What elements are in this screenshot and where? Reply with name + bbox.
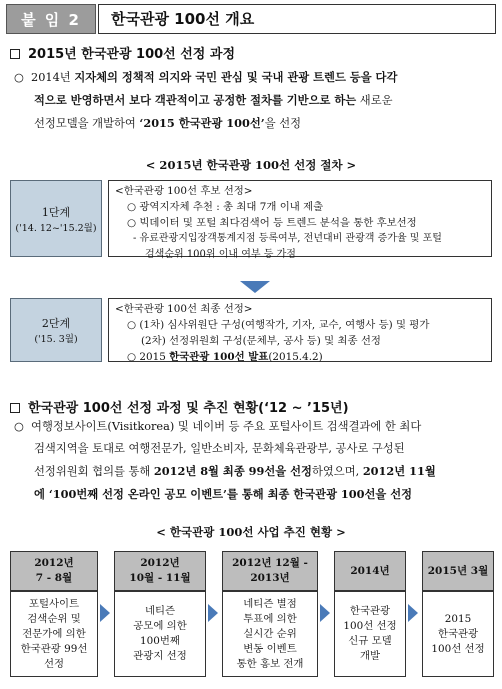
timeline-body-1: 포털사이트 검색순위 및 전문가에 의한 한국관광 99선 선정 [10,591,98,677]
section1-paragraph [14,66,494,135]
timeline-body-3: 네티즌 별점 투표에 의한 실시간 순위 변동 이벤트 통한 홍보 전개 [222,591,318,677]
timeline-head-2: 2012년 10월 - 11월 [114,551,206,591]
right-arrow-icon [208,604,218,622]
para-line-1: ○ 2014년 지자체의 정책적 의지와 국민 관심 및 국내 관광 트렌드 등을 다각 [14,70,398,84]
step1-sub-2: 검색순위 100위 이내 여부 등 가점 [145,249,296,260]
step1-sub-1: - 유료관광지입장객통계지점 등록여부, 전년대비 관광객 증가율 및 포털 [133,233,442,244]
step1-detail-title: <한국관광 100선 후보 선정> [115,185,253,197]
step1-detail [108,180,492,260]
para2-line-3: 선정위원회 협의를 통해 2012년 8월 최종 99선을 선정하였으며, 2012년 11월 [34,464,436,478]
para-line-3: 선정모델을 개발하여 ‘2015 한국관광 100선’을 선정 [34,116,302,130]
para2-line-2: 검색지역을 토대로 여행전문가, 일반소비자, 문화체육관광부, 공사로 구성된 [34,442,405,455]
step2-bullet-2: (2차) 선정위원회 구성(문체부, 공사 등) 및 최종 선정 [141,335,381,347]
para-line-2: 적으로 반영하면서 보다 객관적이고 공정한 절차를 기반으로 하는 새로운 [34,93,393,107]
step1-bullet-2: ○ 빅데이터 및 포털 최다검색어 등 트렌드 분석을 통한 후보선정 [127,217,417,229]
down-arrow-icon [240,281,270,293]
timeline-head-1: 2012년 7 - 8월 [10,551,98,591]
step2-bullet-3: ○ 2015 한국관광 100선 발표(2015.4.2) [127,351,323,363]
step2-detail [108,298,492,362]
section2-heading [10,397,349,416]
section2-title: 한국관광 100선 선정 과정 및 추진 현황(‘12 ~ ’15년) [28,401,349,416]
section1-title: 2015년 한국관광 100선 선정 과정 [28,47,236,62]
para2-line-1: ○ 여행정보사이트(Visitkorea) 및 네이버 등 주요 포털사이트 검색결과에 한 최다 [14,420,422,433]
timeline-body-4: 한국관광 100선 선정 신규 모델 개발 [334,591,406,677]
para2-line-4: 에 ‘100번째 선정 온라인 공모 이벤트’를 통해 최종 한국관광 100선을 선정 [34,487,413,501]
step2-bullet-1: ○ (1차) 심사위원단 구성(여행작가, 기자, 교수, 여행사 등) 및 평가 [127,319,430,331]
step1-label: 1단계 [41,205,71,219]
square-bullet-icon [10,49,20,59]
timeline-head-5: 2015년 3월 [422,551,494,591]
step2-box [10,298,102,362]
header-tab: 붙 임 2 [6,4,96,34]
step1-period: ('14. 12~'15.2월) [15,222,97,234]
circle-bullet-icon: ○ [14,420,24,433]
section2-paragraph [14,416,498,505]
right-arrow-icon [100,604,110,622]
timeline-body-2: 네티즌 공모에 의한 100번째 관광지 선정 [114,591,206,677]
circle-bullet-icon: ○ [14,71,24,84]
right-arrow-icon [320,604,330,622]
timeline-title: < 한국관광 100선 사업 추진 현황 > [156,525,346,539]
step1-bullet-1: ○ 광역지자체 추천 : 총 최대 7개 이내 제출 [127,201,324,213]
timeline-head-3: 2012년 12월 - 2013년 [222,551,318,591]
section1-heading [10,43,235,62]
step2-detail-title: <한국관광 100선 최종 선정> [115,303,253,315]
square-bullet-icon [10,403,20,413]
step1-box [10,180,102,257]
step2-label: 2단계 [41,317,71,330]
right-arrow-icon [408,604,418,622]
timeline-body-5: 2015 한국관광 100선 선정 [422,591,494,677]
flow-title: < 2015년 한국관광 100선 선정 절차 > [145,158,357,172]
page-title: 한국관광 100선 개요 [98,4,496,34]
step2-period: ('15. 3월) [34,334,78,345]
timeline-head-4: 2014년 [334,551,406,591]
